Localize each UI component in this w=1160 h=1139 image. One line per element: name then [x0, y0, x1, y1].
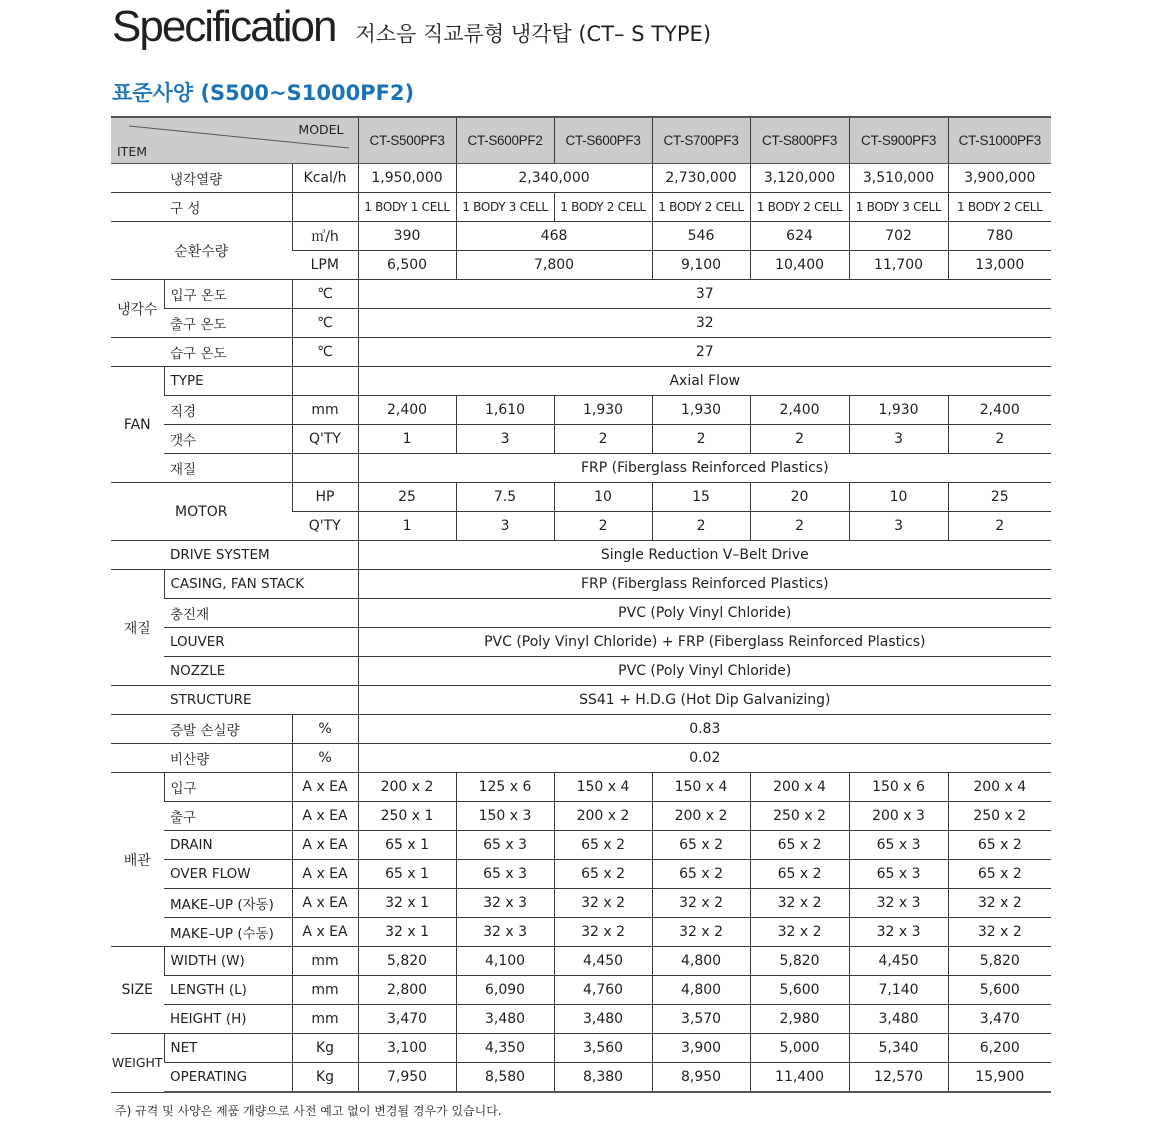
value-cell: 65 x 2	[948, 831, 1051, 860]
group-label: WEIGHT	[111, 1034, 164, 1093]
value-cell: 1,930	[554, 396, 652, 425]
value-cell: 2	[652, 512, 750, 541]
value-cell: 25	[358, 483, 456, 512]
value-cell: 2	[750, 425, 849, 454]
table-row	[111, 541, 1051, 570]
value-cell: 37	[358, 280, 1051, 309]
value-cell: PVC (Poly Vinyl Chloride)	[358, 657, 1051, 686]
value-cell: 15,900	[948, 1063, 1051, 1093]
model-header: CT-S900PF3	[849, 117, 948, 164]
value-cell: 10	[554, 483, 652, 512]
value-cell: 2	[750, 512, 849, 541]
value-cell: 150 x 4	[652, 773, 750, 802]
value-cell: 32 x 3	[456, 889, 554, 918]
table-row	[111, 947, 1051, 976]
value-cell: 3,100	[358, 1034, 456, 1063]
value-cell: 3,900,000	[948, 164, 1051, 193]
model-header: CT-S700PF3	[652, 117, 750, 164]
row-label: 재질	[164, 454, 292, 483]
value-cell: 65 x 3	[456, 860, 554, 889]
row-label: HEIGHT (H)	[164, 1005, 292, 1034]
value-cell: 8,950	[652, 1063, 750, 1093]
value-cell: 12,570	[849, 1063, 948, 1093]
value-cell: 2,400	[358, 396, 456, 425]
table-row	[111, 367, 1051, 396]
value-cell: 5,820	[948, 947, 1051, 976]
group-label: 배관	[111, 773, 164, 947]
row-label: 출구	[164, 802, 292, 831]
section-title: 표준사양 (S500~S1000PF2)	[112, 81, 415, 105]
unit-cell: A x EA	[292, 860, 358, 889]
table-row	[111, 744, 1051, 773]
unit-cell: mm	[292, 396, 358, 425]
value-cell: 200 x 2	[358, 773, 456, 802]
table-row	[111, 831, 1051, 860]
value-cell: 150 x 4	[554, 773, 652, 802]
footnote: 주) 규격 및 사양은 제품 개량으로 사전 예고 없이 변경될 경우가 있습니다.	[115, 1104, 502, 1118]
value-cell: 2,730,000	[652, 164, 750, 193]
model-header: CT-S600PF2	[456, 117, 554, 164]
unit-cell: LPM	[292, 251, 358, 280]
row-label: DRIVE SYSTEM	[164, 541, 358, 570]
value-cell: 5,000	[750, 1034, 849, 1063]
value-cell: 2	[652, 425, 750, 454]
value-cell: 3,570	[652, 1005, 750, 1034]
unit-cell: A x EA	[292, 802, 358, 831]
value-cell: 32 x 2	[652, 918, 750, 947]
specification-table	[111, 116, 1051, 1093]
value-cell: 3,470	[948, 1005, 1051, 1034]
value-cell: 150 x 3	[456, 802, 554, 831]
row-label: 습구 온도	[164, 338, 292, 367]
table-row	[111, 164, 1051, 193]
value-cell: 4,800	[652, 976, 750, 1005]
unit-cell: A x EA	[292, 918, 358, 947]
value-cell: 3,120,000	[750, 164, 849, 193]
table-row	[111, 976, 1051, 1005]
value-cell: 250 x 1	[358, 802, 456, 831]
value-cell: 250 x 2	[948, 802, 1051, 831]
unit-cell: Kcal/h	[292, 164, 358, 193]
value-cell: 7,800	[456, 251, 652, 280]
model-header: CT-S600PF3	[554, 117, 652, 164]
value-cell: 3,470	[358, 1005, 456, 1034]
unit-cell: mm	[292, 947, 358, 976]
table-row	[111, 860, 1051, 889]
value-cell: 6,200	[948, 1034, 1051, 1063]
value-cell: 9,100	[652, 251, 750, 280]
value-cell: 65 x 3	[849, 831, 948, 860]
value-cell: PVC (Poly Vinyl Chloride) + FRP (Fiberglass Reinforced Plastics)	[358, 628, 1051, 657]
value-cell: 65 x 2	[652, 860, 750, 889]
page-header	[112, 2, 711, 52]
value-cell: 1	[358, 512, 456, 541]
empty-cell	[111, 744, 164, 773]
value-cell: 4,450	[849, 947, 948, 976]
value-cell: 200 x 2	[554, 802, 652, 831]
value-cell: 2	[554, 425, 652, 454]
value-cell: 1 BODY 2 CELL	[652, 193, 750, 222]
row-label: 비산량	[164, 744, 292, 773]
value-cell: 6,500	[358, 251, 456, 280]
value-cell: 65 x 2	[750, 860, 849, 889]
model-header-label: MODEL	[298, 122, 344, 137]
value-cell: 1,610	[456, 396, 554, 425]
table-header-row	[111, 117, 1051, 164]
value-cell: 3	[849, 512, 948, 541]
unit-cell: A x EA	[292, 831, 358, 860]
model-header: CT-S500PF3	[358, 117, 456, 164]
table-row	[111, 454, 1051, 483]
table-row	[111, 396, 1051, 425]
row-label: WIDTH (W)	[164, 947, 292, 976]
group-label: 재질	[111, 570, 164, 686]
value-cell: 200 x 4	[750, 773, 849, 802]
value-cell: 1,930	[652, 396, 750, 425]
row-label: 순환수량	[111, 222, 292, 280]
row-label: OVER FLOW	[164, 860, 292, 889]
table-row	[111, 222, 1051, 251]
value-cell: 1 BODY 3 CELL	[849, 193, 948, 222]
value-cell: 32 x 2	[652, 889, 750, 918]
item-header-label: ITEM	[117, 144, 148, 159]
value-cell: 3	[456, 425, 554, 454]
value-cell: 1 BODY 2 CELL	[554, 193, 652, 222]
row-label: LENGTH (L)	[164, 976, 292, 1005]
value-cell: 5,340	[849, 1034, 948, 1063]
value-cell: FRP (Fiberglass Reinforced Plastics)	[358, 454, 1051, 483]
page-title-korean: 저소음 직교류형 냉각탑 (CT– S TYPE)	[355, 22, 712, 46]
group-label: FAN	[111, 367, 164, 483]
value-cell: 546	[652, 222, 750, 251]
value-cell: 200 x 2	[652, 802, 750, 831]
row-label: 구 성	[164, 193, 292, 222]
row-label: OPERATING	[164, 1063, 292, 1093]
value-cell: 5,600	[750, 976, 849, 1005]
table-row	[111, 338, 1051, 367]
value-cell: 0.83	[358, 715, 1051, 744]
value-cell: 702	[849, 222, 948, 251]
value-cell: 32 x 2	[750, 889, 849, 918]
value-cell: 2,340,000	[456, 164, 652, 193]
unit-cell: HP	[292, 483, 358, 512]
value-cell: 2,980	[750, 1005, 849, 1034]
unit-cell: ℃	[292, 338, 358, 367]
value-cell: 6,090	[456, 976, 554, 1005]
table-row	[111, 193, 1051, 222]
empty-cell	[111, 193, 164, 222]
value-cell: Single Reduction V–Belt Drive	[358, 541, 1051, 570]
value-cell: 10	[849, 483, 948, 512]
value-cell: 468	[456, 222, 652, 251]
value-cell: 0.02	[358, 744, 1051, 773]
row-label: NOZZLE	[164, 657, 358, 686]
value-cell: 32 x 3	[849, 918, 948, 947]
value-cell: 65 x 3	[849, 860, 948, 889]
unit-cell	[292, 193, 358, 222]
value-cell: SS41 + H.D.G (Hot Dip Galvanizing)	[358, 686, 1051, 715]
row-label: MAKE–UP (수동)	[164, 918, 292, 947]
page-title: Specification	[112, 2, 336, 51]
row-label: DRAIN	[164, 831, 292, 860]
value-cell: 65 x 3	[456, 831, 554, 860]
value-cell: 4,760	[554, 976, 652, 1005]
row-label: 입구	[164, 773, 292, 802]
value-cell: 65 x 2	[554, 831, 652, 860]
table-row	[111, 309, 1051, 338]
value-cell: 15	[652, 483, 750, 512]
value-cell: 2,400	[750, 396, 849, 425]
value-cell: 13,000	[948, 251, 1051, 280]
value-cell: 7.5	[456, 483, 554, 512]
unit-cell: mm	[292, 976, 358, 1005]
row-label: 직경	[164, 396, 292, 425]
table-row	[111, 686, 1051, 715]
group-label: SIZE	[111, 947, 164, 1034]
value-cell: 32 x 3	[849, 889, 948, 918]
value-cell: 10,400	[750, 251, 849, 280]
header-corner-cell	[111, 117, 358, 164]
value-cell: 3	[849, 425, 948, 454]
value-cell: 1,950,000	[358, 164, 456, 193]
value-cell: 3,900	[652, 1034, 750, 1063]
row-label: 냉각열량	[164, 164, 292, 193]
row-label: MAKE–UP (자동)	[164, 889, 292, 918]
model-header: CT-S1000PF3	[948, 117, 1051, 164]
row-label: 충진재	[164, 599, 358, 628]
value-cell: 5,600	[948, 976, 1051, 1005]
value-cell: 1 BODY 1 CELL	[358, 193, 456, 222]
value-cell: 250 x 2	[750, 802, 849, 831]
table-row	[111, 599, 1051, 628]
unit-cell: ℃	[292, 280, 358, 309]
value-cell: Axial Flow	[358, 367, 1051, 396]
value-cell: 1 BODY 2 CELL	[948, 193, 1051, 222]
table-row	[111, 1005, 1051, 1034]
empty-cell	[111, 541, 164, 570]
value-cell: 11,700	[849, 251, 948, 280]
row-label: TYPE	[164, 367, 292, 396]
row-label: STRUCTURE	[164, 686, 358, 715]
row-label: NET	[164, 1034, 292, 1063]
row-label: MOTOR	[111, 483, 292, 541]
value-cell: 25	[948, 483, 1051, 512]
value-cell: 2	[948, 512, 1051, 541]
value-cell: 7,950	[358, 1063, 456, 1093]
value-cell: 32 x 2	[948, 889, 1051, 918]
value-cell: 32 x 1	[358, 889, 456, 918]
row-label: CASING, FAN STACK	[164, 570, 358, 599]
value-cell: 200 x 3	[849, 802, 948, 831]
value-cell: 125 x 6	[456, 773, 554, 802]
value-cell: 32 x 2	[750, 918, 849, 947]
value-cell: 1,930	[849, 396, 948, 425]
value-cell: 3,510,000	[849, 164, 948, 193]
empty-cell	[111, 338, 164, 367]
value-cell: 1 BODY 3 CELL	[456, 193, 554, 222]
unit-cell	[292, 454, 358, 483]
unit-cell: A x EA	[292, 773, 358, 802]
unit-cell: ㎥/h	[292, 222, 358, 251]
unit-cell: ℃	[292, 309, 358, 338]
value-cell: 32	[358, 309, 1051, 338]
empty-cell	[111, 686, 164, 715]
value-cell: 7,140	[849, 976, 948, 1005]
row-label: LOUVER	[164, 628, 358, 657]
value-cell: 32 x 3	[456, 918, 554, 947]
value-cell: 200 x 4	[948, 773, 1051, 802]
value-cell: FRP (Fiberglass Reinforced Plastics)	[358, 570, 1051, 599]
value-cell: 5,820	[750, 947, 849, 976]
value-cell: 3,480	[456, 1005, 554, 1034]
table-row	[111, 1034, 1051, 1063]
table-row	[111, 715, 1051, 744]
table-row	[111, 802, 1051, 831]
value-cell: 8,380	[554, 1063, 652, 1093]
row-label: 갯수	[164, 425, 292, 454]
value-cell: 4,800	[652, 947, 750, 976]
value-cell: 2,800	[358, 976, 456, 1005]
table-row	[111, 628, 1051, 657]
value-cell: 65 x 2	[554, 860, 652, 889]
value-cell: 3,560	[554, 1034, 652, 1063]
value-cell: 5,820	[358, 947, 456, 976]
value-cell: 4,100	[456, 947, 554, 976]
value-cell: 27	[358, 338, 1051, 367]
value-cell: 65 x 1	[358, 860, 456, 889]
value-cell: 3	[456, 512, 554, 541]
unit-cell: Kg	[292, 1034, 358, 1063]
value-cell: 65 x 1	[358, 831, 456, 860]
table-row	[111, 657, 1051, 686]
value-cell: 65 x 2	[750, 831, 849, 860]
value-cell: 8,580	[456, 1063, 554, 1093]
empty-cell	[111, 164, 164, 193]
empty-cell	[111, 715, 164, 744]
value-cell: 1 BODY 2 CELL	[750, 193, 849, 222]
value-cell: 150 x 6	[849, 773, 948, 802]
unit-cell: %	[292, 715, 358, 744]
row-label: 출구 온도	[164, 309, 292, 338]
value-cell: 65 x 2	[948, 860, 1051, 889]
unit-cell: mm	[292, 1005, 358, 1034]
table-row	[111, 570, 1051, 599]
unit-cell	[292, 367, 358, 396]
model-header: CT-S800PF3	[750, 117, 849, 164]
value-cell: 3,480	[849, 1005, 948, 1034]
value-cell: 32 x 1	[358, 918, 456, 947]
unit-cell: Q'TY	[292, 425, 358, 454]
table-row	[111, 1063, 1051, 1093]
value-cell: 32 x 2	[554, 918, 652, 947]
value-cell: 2	[948, 425, 1051, 454]
value-cell: 4,350	[456, 1034, 554, 1063]
value-cell: 780	[948, 222, 1051, 251]
value-cell: 32 x 2	[948, 918, 1051, 947]
unit-cell: A x EA	[292, 889, 358, 918]
value-cell: 11,400	[750, 1063, 849, 1093]
value-cell: PVC (Poly Vinyl Chloride)	[358, 599, 1051, 628]
table-row	[111, 483, 1051, 512]
value-cell: 32 x 2	[554, 889, 652, 918]
value-cell: 20	[750, 483, 849, 512]
table-row	[111, 280, 1051, 309]
value-cell: 3,480	[554, 1005, 652, 1034]
value-cell: 2,400	[948, 396, 1051, 425]
table-row	[111, 425, 1051, 454]
value-cell: 624	[750, 222, 849, 251]
value-cell: 65 x 2	[652, 831, 750, 860]
unit-cell: %	[292, 744, 358, 773]
row-label: 입구 온도	[164, 280, 292, 309]
group-label: 냉각수	[111, 280, 164, 338]
table-row	[111, 773, 1051, 802]
value-cell: 1	[358, 425, 456, 454]
unit-cell: Kg	[292, 1063, 358, 1093]
value-cell: 390	[358, 222, 456, 251]
table-row	[111, 918, 1051, 947]
row-label: 증발 손실량	[164, 715, 292, 744]
value-cell: 4,450	[554, 947, 652, 976]
table-row	[111, 889, 1051, 918]
value-cell: 2	[554, 512, 652, 541]
unit-cell: Q'TY	[292, 512, 358, 541]
